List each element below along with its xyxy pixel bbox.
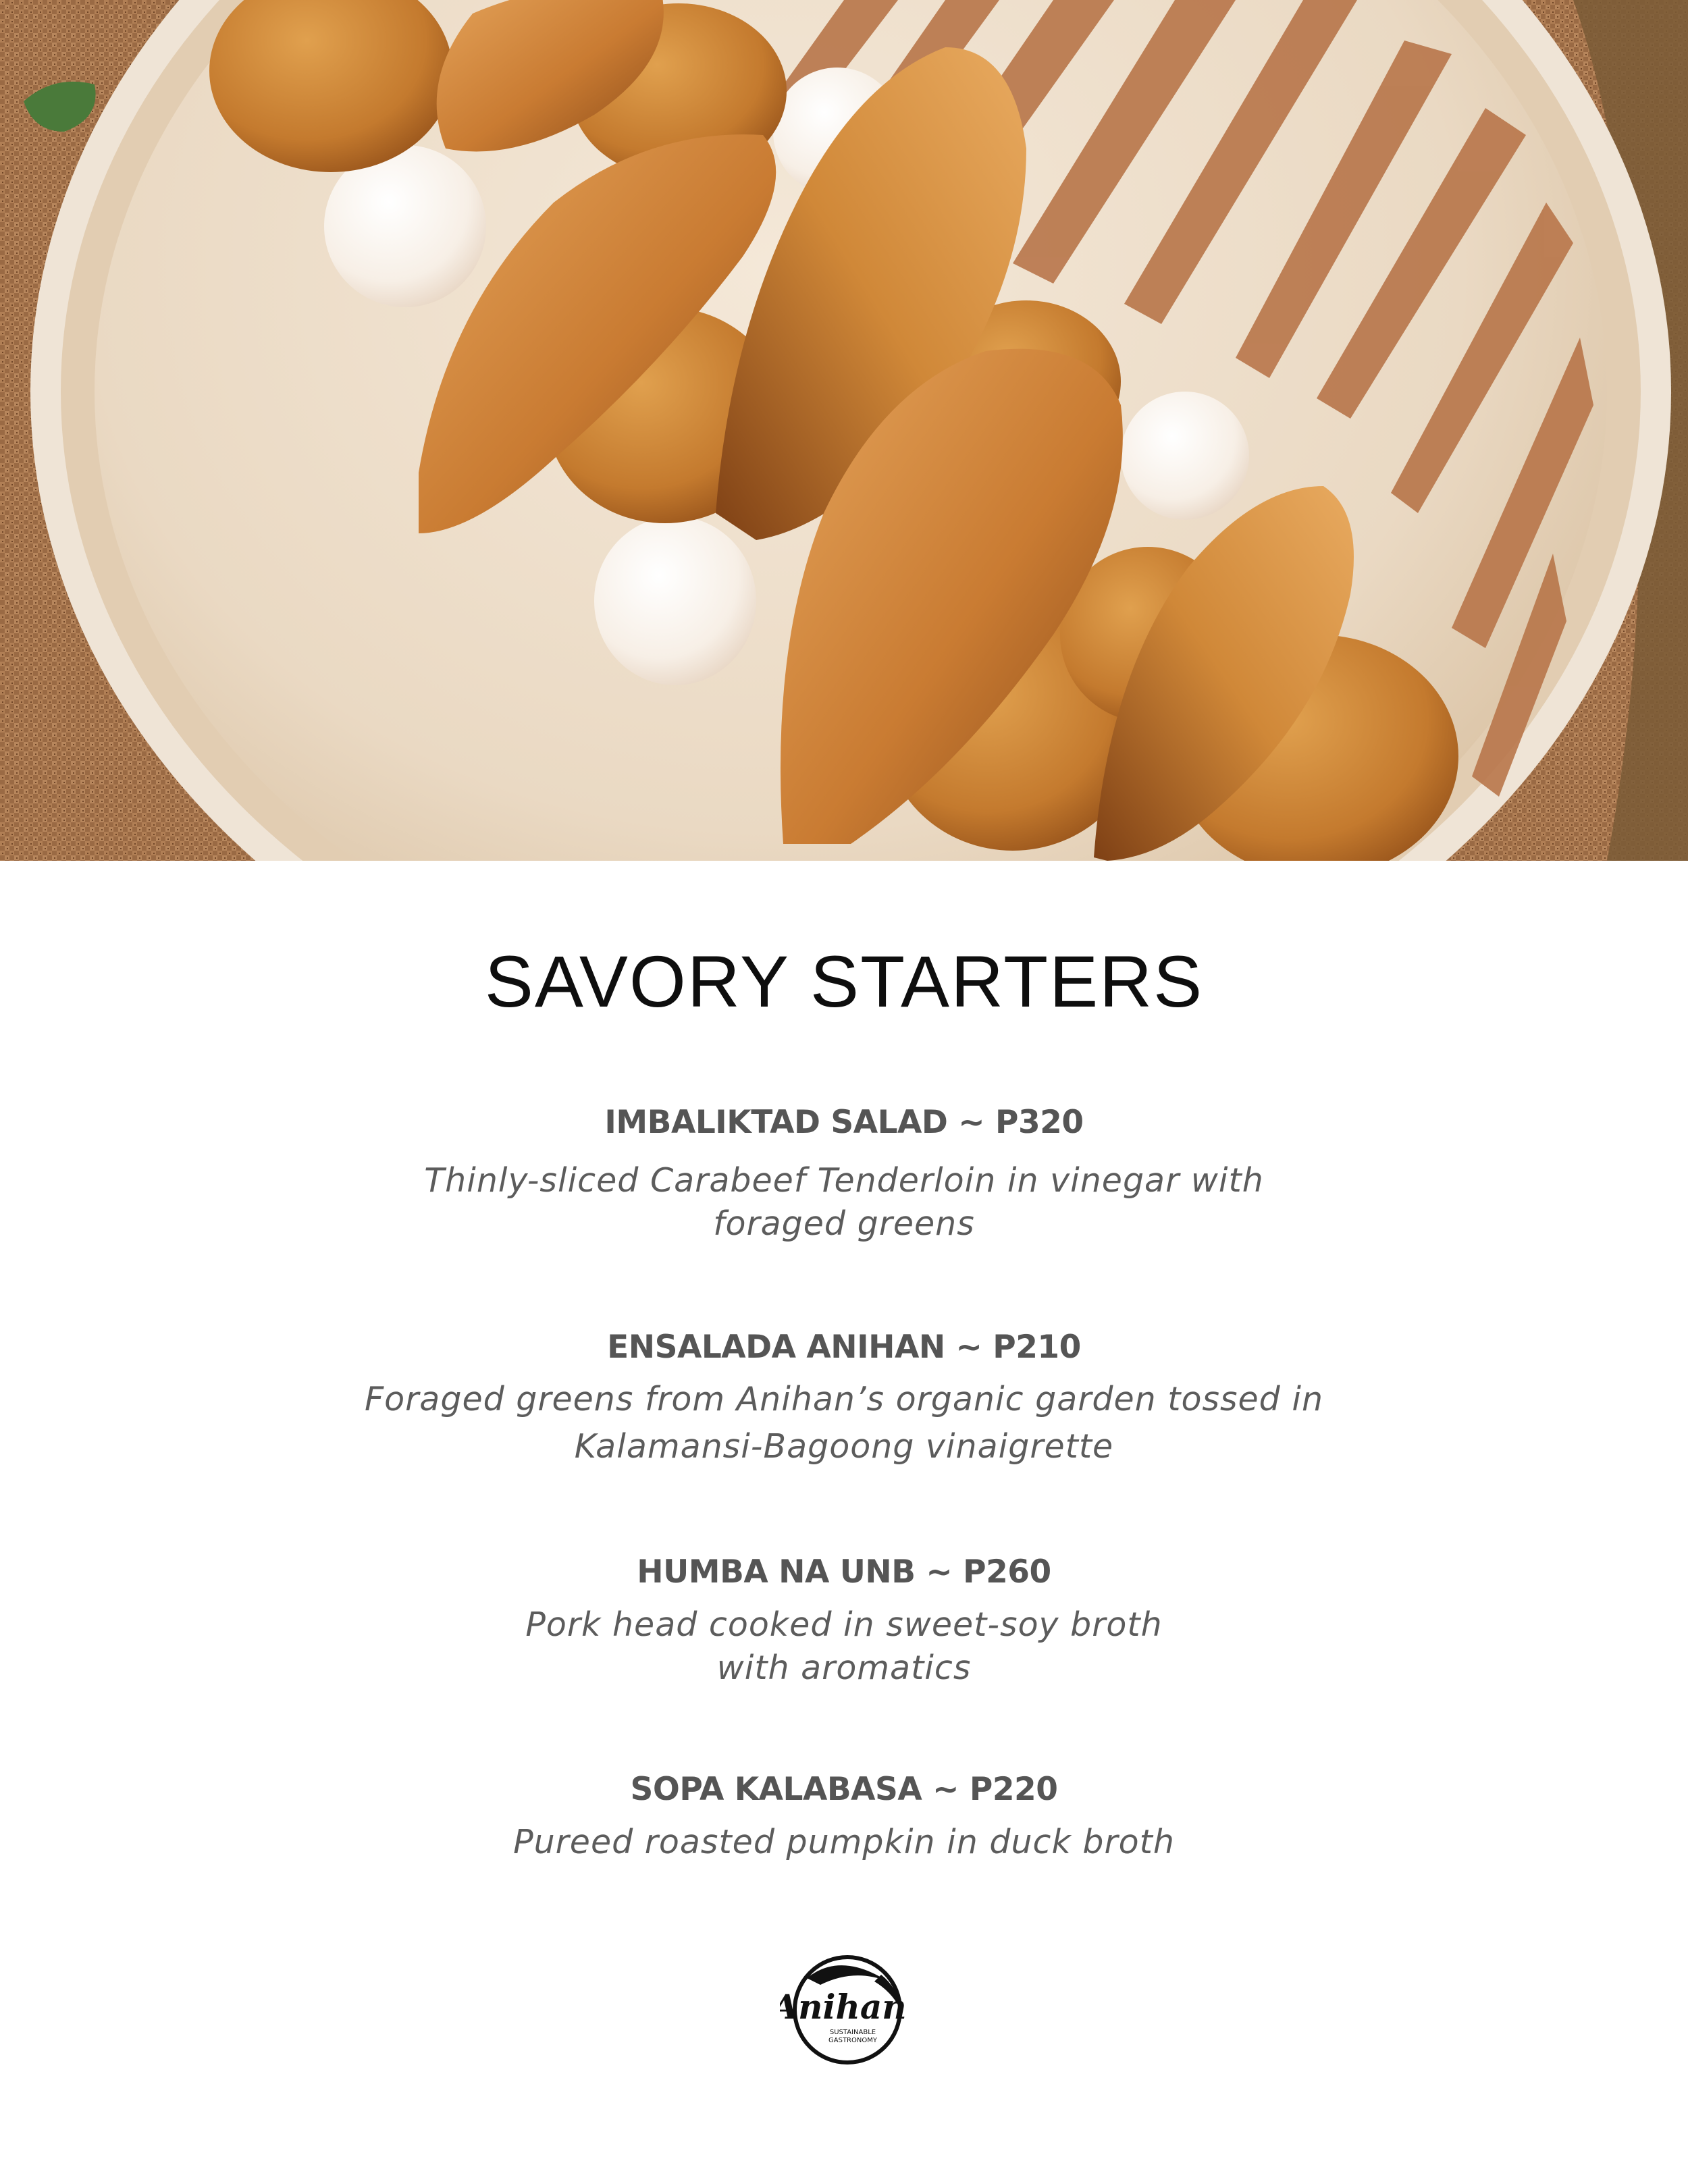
logo-wordmark: Anihan — [780, 1987, 907, 2027]
menu-item-description: Foraged greens from Anihan’s organic garden tossed in Kalamansi-Bagoong vinaigrette — [365, 1380, 1323, 1466]
logo-tagline-line2: GASTRONOMY — [828, 2037, 877, 2044]
menu-item-name: IMBALIKTAD SALAD ~ P320 — [604, 1104, 1084, 1141]
menu-item — [0, 1771, 1688, 1864]
menu-item-description: Thinly-sliced Carabeef Tenderloin in vinegar with foraged greens — [424, 1161, 1264, 1244]
menu-item-name: SOPA KALABASA ~ P220 — [630, 1771, 1058, 1808]
menu-item — [0, 1104, 1688, 1246]
menu-item — [0, 1329, 1688, 1470]
logo-tagline-line1: SUSTAINABLE — [829, 2029, 876, 2036]
page-title: SAVORY STARTERS — [484, 940, 1204, 1022]
menu-item — [0, 1553, 1688, 1690]
menu-item-name: ENSALADA ANIHAN ~ P210 — [607, 1329, 1081, 1366]
hero-food-photo — [0, 0, 1688, 861]
menu-item-description: Pureed roasted pumpkin in duck broth — [513, 1823, 1175, 1862]
menu-item-name: HUMBA NA UNB ~ P260 — [637, 1553, 1051, 1591]
menu-content — [0, 861, 1688, 2184]
menu-item-description: Pork head cooked in sweet-soy broth with aromatics — [525, 1605, 1163, 1688]
anihan-logo — [780, 1954, 908, 2069]
